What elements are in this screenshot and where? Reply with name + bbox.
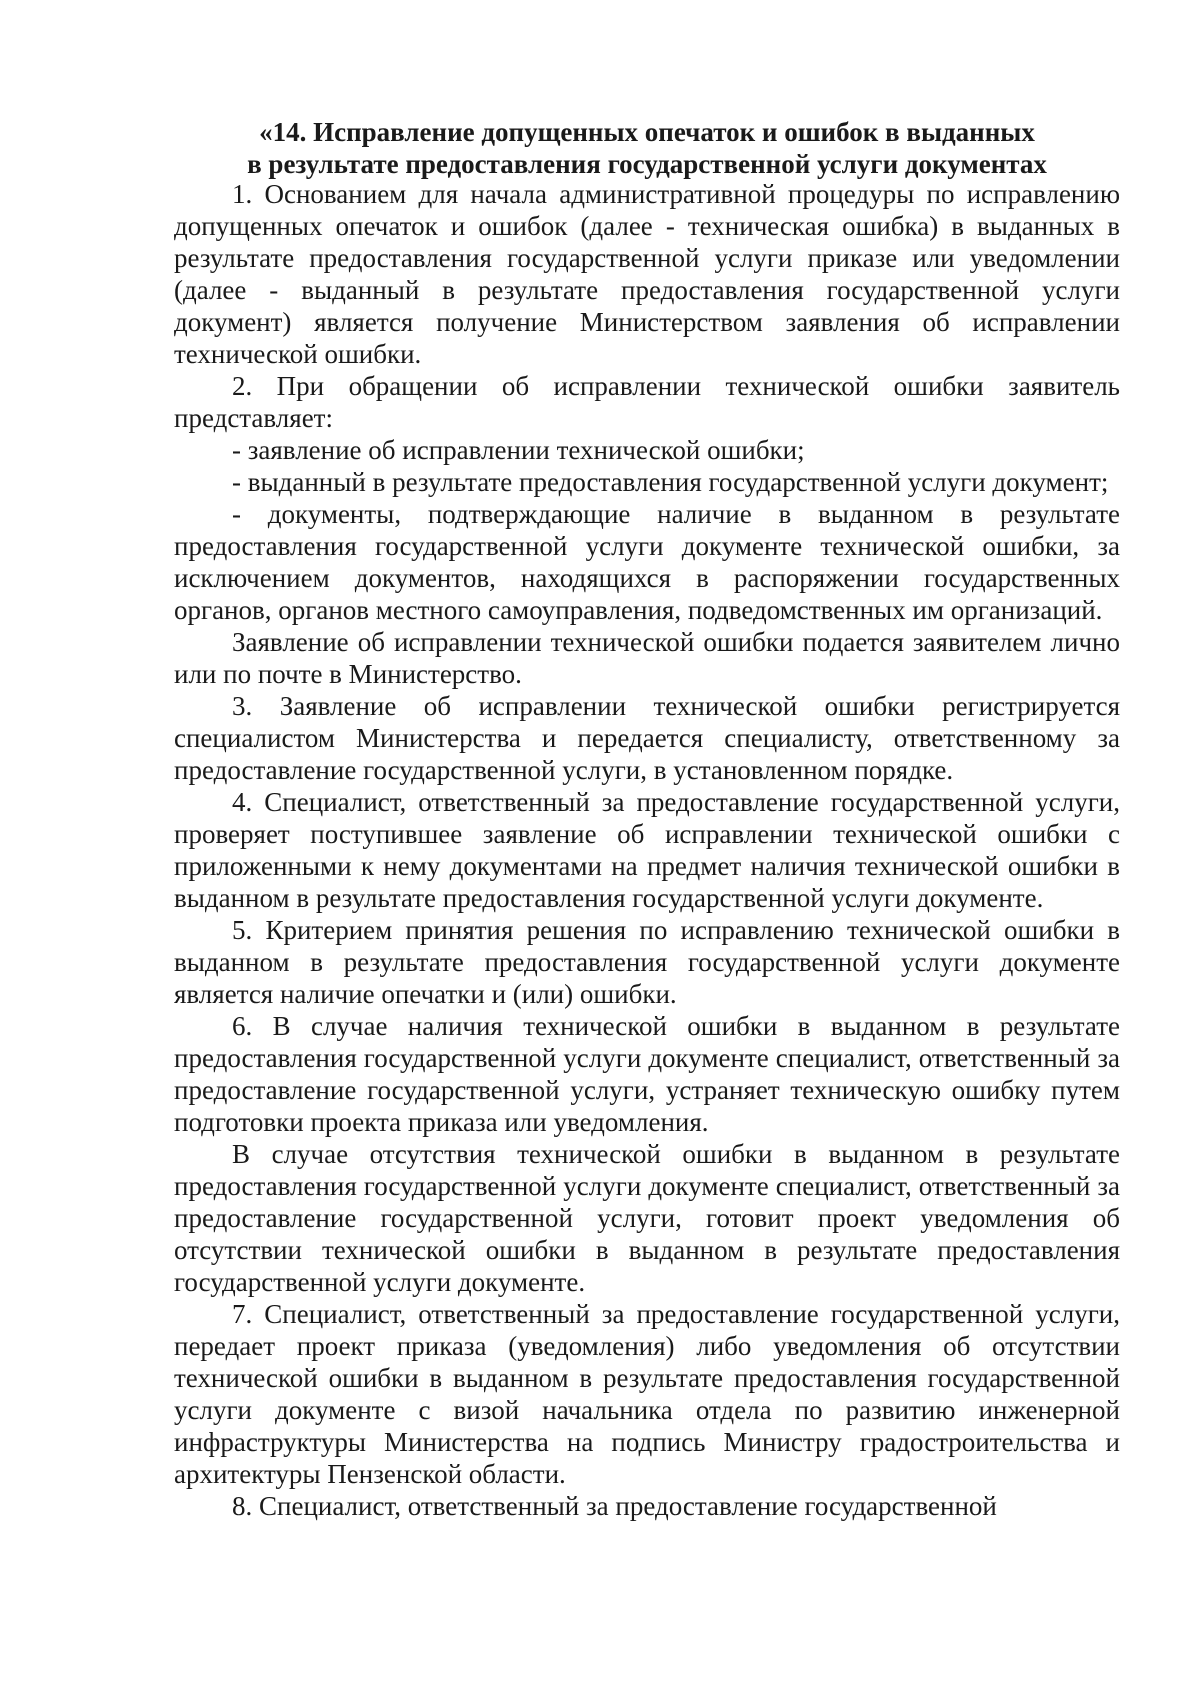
section-heading	[174, 116, 1120, 180]
paragraph-item-6: 6. В случае наличия технической ошибки в выданном в результате предоставления государственной услуги документе специалист, ответственный за предоставление государственной услуги, устраняет техническую ошибку путем подготовки проекта приказа или уведомления.	[174, 1011, 1120, 1137]
paragraph-item-3: 3. Заявление об исправлении технической ошибки регистрируется специалистом Министерства и передается специалисту, ответственному за предоставление государственной услуги, в установленном порядке.	[174, 691, 1120, 785]
paragraph-item-2: 2. При обращении об исправлении технической ошибки заявитель представляет:	[174, 371, 1120, 433]
paragraph-item-1: 1. Основанием для начала административной процедуры по исправлению допущенных опечаток и ошибок (далее - техническая ошибка) в выданных в результате предоставления государственной услуги приказе или уведомлении (далее - выданный в результате предоставления государственной услуги документ) является получение Министерством заявления об исправлении технической ошибки.	[174, 179, 1120, 369]
paragraph-submission: Заявление об исправлении технической ошибки подается заявителем лично или по почте в Министерство.	[174, 627, 1120, 689]
paragraph-item-5: 5. Критерием принятия решения по исправлению технической ошибки в выданном в результате предоставления государственной услуги документе является наличие опечатки и (или) ошибки.	[174, 915, 1120, 1009]
paragraph-no-error-case: В случае отсутствия технической ошибки в выданном в результате предоставления государственной услуги документе специалист, ответственный за предоставление государственной услуги, готовит проект уведомления об отсутствии технической ошибки в выданном в результате предоставления государственной услуги документе.	[174, 1139, 1120, 1297]
list-item-application: - заявление об исправлении технической ошибки;	[232, 435, 805, 465]
paragraph-item-7: 7. Специалист, ответственный за предоставление государственной услуги, передает проект приказа (уведомления) либо уведомления об отсутствии технической ошибки в выданном в результате предоставления государственной услуги документе с визой начальника отдела по развитию инженерной инфраструктуры Министерства на подпись Министру градостроительства и архитектуры Пензенской области.	[174, 1299, 1120, 1489]
heading-line-1: «14. Исправление допущенных опечаток и ошибок в выданных	[259, 117, 1035, 147]
document-body	[174, 178, 1120, 1522]
list-item-supporting-documents: - документы, подтверждающие наличие в выданном в результате предоставления государственной услуги документе технической ошибки, за исключением документов, находящихся в распоряжении государственных органов, органов местного самоуправления, подведомственных им организаций.	[174, 499, 1120, 625]
list-item-issued-document: - выданный в результате предоставления государственной услуги документ;	[232, 467, 1109, 497]
paragraph-item-4: 4. Специалист, ответственный за предоставление государственной услуги, проверяет поступившее заявление об исправлении технической ошибки с приложенными к нему документами на предмет наличия технической ошибки в выданном в результате предоставления государственной услуги документе.	[174, 787, 1120, 913]
paragraph-item-8: 8. Специалист, ответственный за предоставление государственной	[232, 1491, 997, 1521]
heading-line-2: в результате предоставления государственной услуги документах	[247, 149, 1047, 179]
